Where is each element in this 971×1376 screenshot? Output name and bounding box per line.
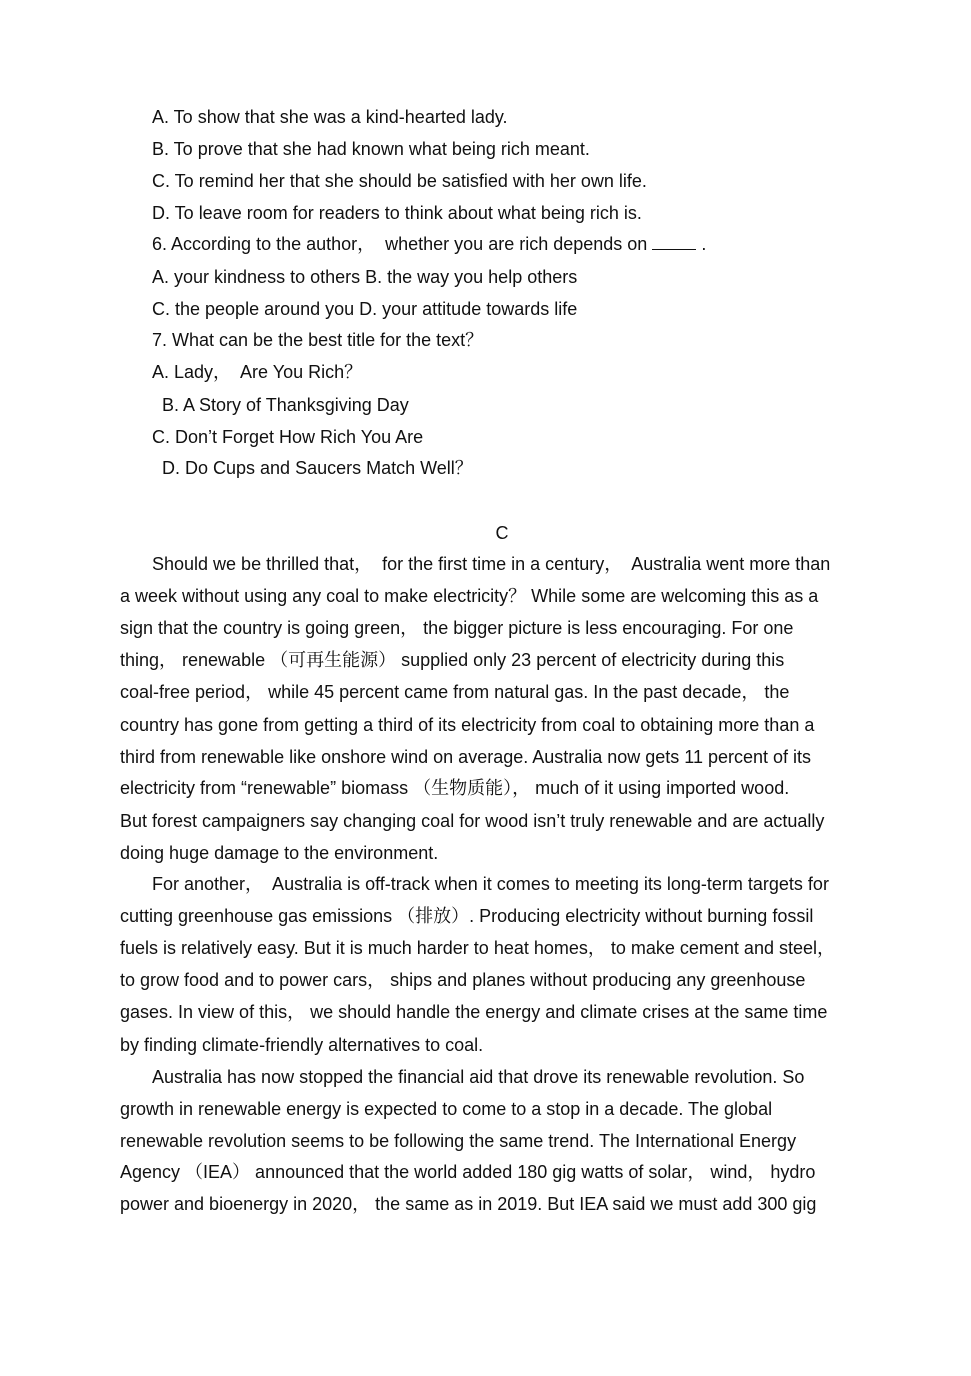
passage-line: Should we be thrilled that， for the first time in a century， Australia went more than <box>152 554 831 574</box>
passage-line: gases. In view of this， we should handle the energy and climate crises at the same time <box>120 1002 828 1022</box>
passage-line: renewable revolution seems to be following the same trend. The International Energy <box>120 1131 797 1151</box>
passage-line: electricity from “renewable” biomass （生物质能）， much of it using imported wood. <box>120 778 790 798</box>
q6-stem: 6. According to the author， whether you are rich depends on <box>152 234 648 254</box>
answer-blank <box>652 235 696 250</box>
passage-line: But forest campaigners say changing coal for wood isn’t truly renewable and are actually <box>120 811 825 831</box>
passage-line: a week without using any coal to make electricity？ While some are welcoming this as a <box>120 586 819 606</box>
passage-line: coal-free period， while 45 percent came from natural gas. In the past decade， the <box>120 682 790 702</box>
q5-option-d: D. To leave room for readers to think about what being rich is. <box>152 203 642 223</box>
passage-line: For another， Australia is off-track when it comes to meeting its long-term targets for <box>152 874 829 894</box>
q6-options-ab: A. your kindness to others B. the way you help others <box>152 267 578 287</box>
passage-line: Agency （IEA） announced that the world added 180 gig watts of solar， wind， hydro <box>120 1162 816 1182</box>
passage-line: doing huge damage to the environment. <box>120 843 439 863</box>
passage-line: thing， renewable （可再生能源） supplied only 23 percent of electricity during this <box>120 650 785 670</box>
passage-line: sign that the country is going green， the bigger picture is less encouraging. For one <box>120 618 794 638</box>
passage-line: growth in renewable energy is expected to come to a stop in a decade. The global <box>120 1099 773 1119</box>
section-heading: C <box>495 523 509 543</box>
q6-options-cd: C. the people around you D. your attitude towards life <box>152 299 578 319</box>
q7-option-b: B. A Story of Thanksgiving Day <box>162 395 409 415</box>
q6-end: . <box>701 234 707 254</box>
passage-line: country has gone from getting a third of its electricity from coal to obtaining more than a <box>120 715 815 735</box>
passage-line: by finding climate-friendly alternatives to coal. <box>120 1035 484 1055</box>
passage-line: Australia has now stopped the financial aid that drove its renewable revolution. So <box>152 1067 805 1087</box>
q5-option-b: B. To prove that she had known what being rich meant. <box>152 139 590 159</box>
q7-stem: 7. What can be the best title for the text？ <box>152 330 484 350</box>
q7-option-a: A. Lady， Are You Rich？ <box>152 362 363 382</box>
q6-stem-line <box>152 233 706 255</box>
q7-option-c: C. Don’t Forget How Rich You Are <box>152 427 424 447</box>
passage-line: cutting greenhouse gas emissions （排放）. Producing electricity without burning fossil <box>120 906 814 926</box>
passage-line: to grow food and to power cars， ships and planes without producing any greenhouse <box>120 970 806 990</box>
passage-line: fuels is relatively easy. But it is much harder to heat homes， to make cement and steel， <box>120 938 835 958</box>
passage-line: power and bioenergy in 2020， the same as in 2019. But IEA said we must add 300 gig <box>120 1194 817 1214</box>
q5-option-a: A. To show that she was a kind-hearted lady. <box>152 107 508 127</box>
q7-option-d: D. Do Cups and Saucers Match Well？ <box>162 458 473 478</box>
q5-option-c: C. To remind her that she should be satisfied with her own life. <box>152 171 647 191</box>
passage-line: third from renewable like onshore wind on average. Australia now gets 11 percent of its <box>120 747 812 767</box>
